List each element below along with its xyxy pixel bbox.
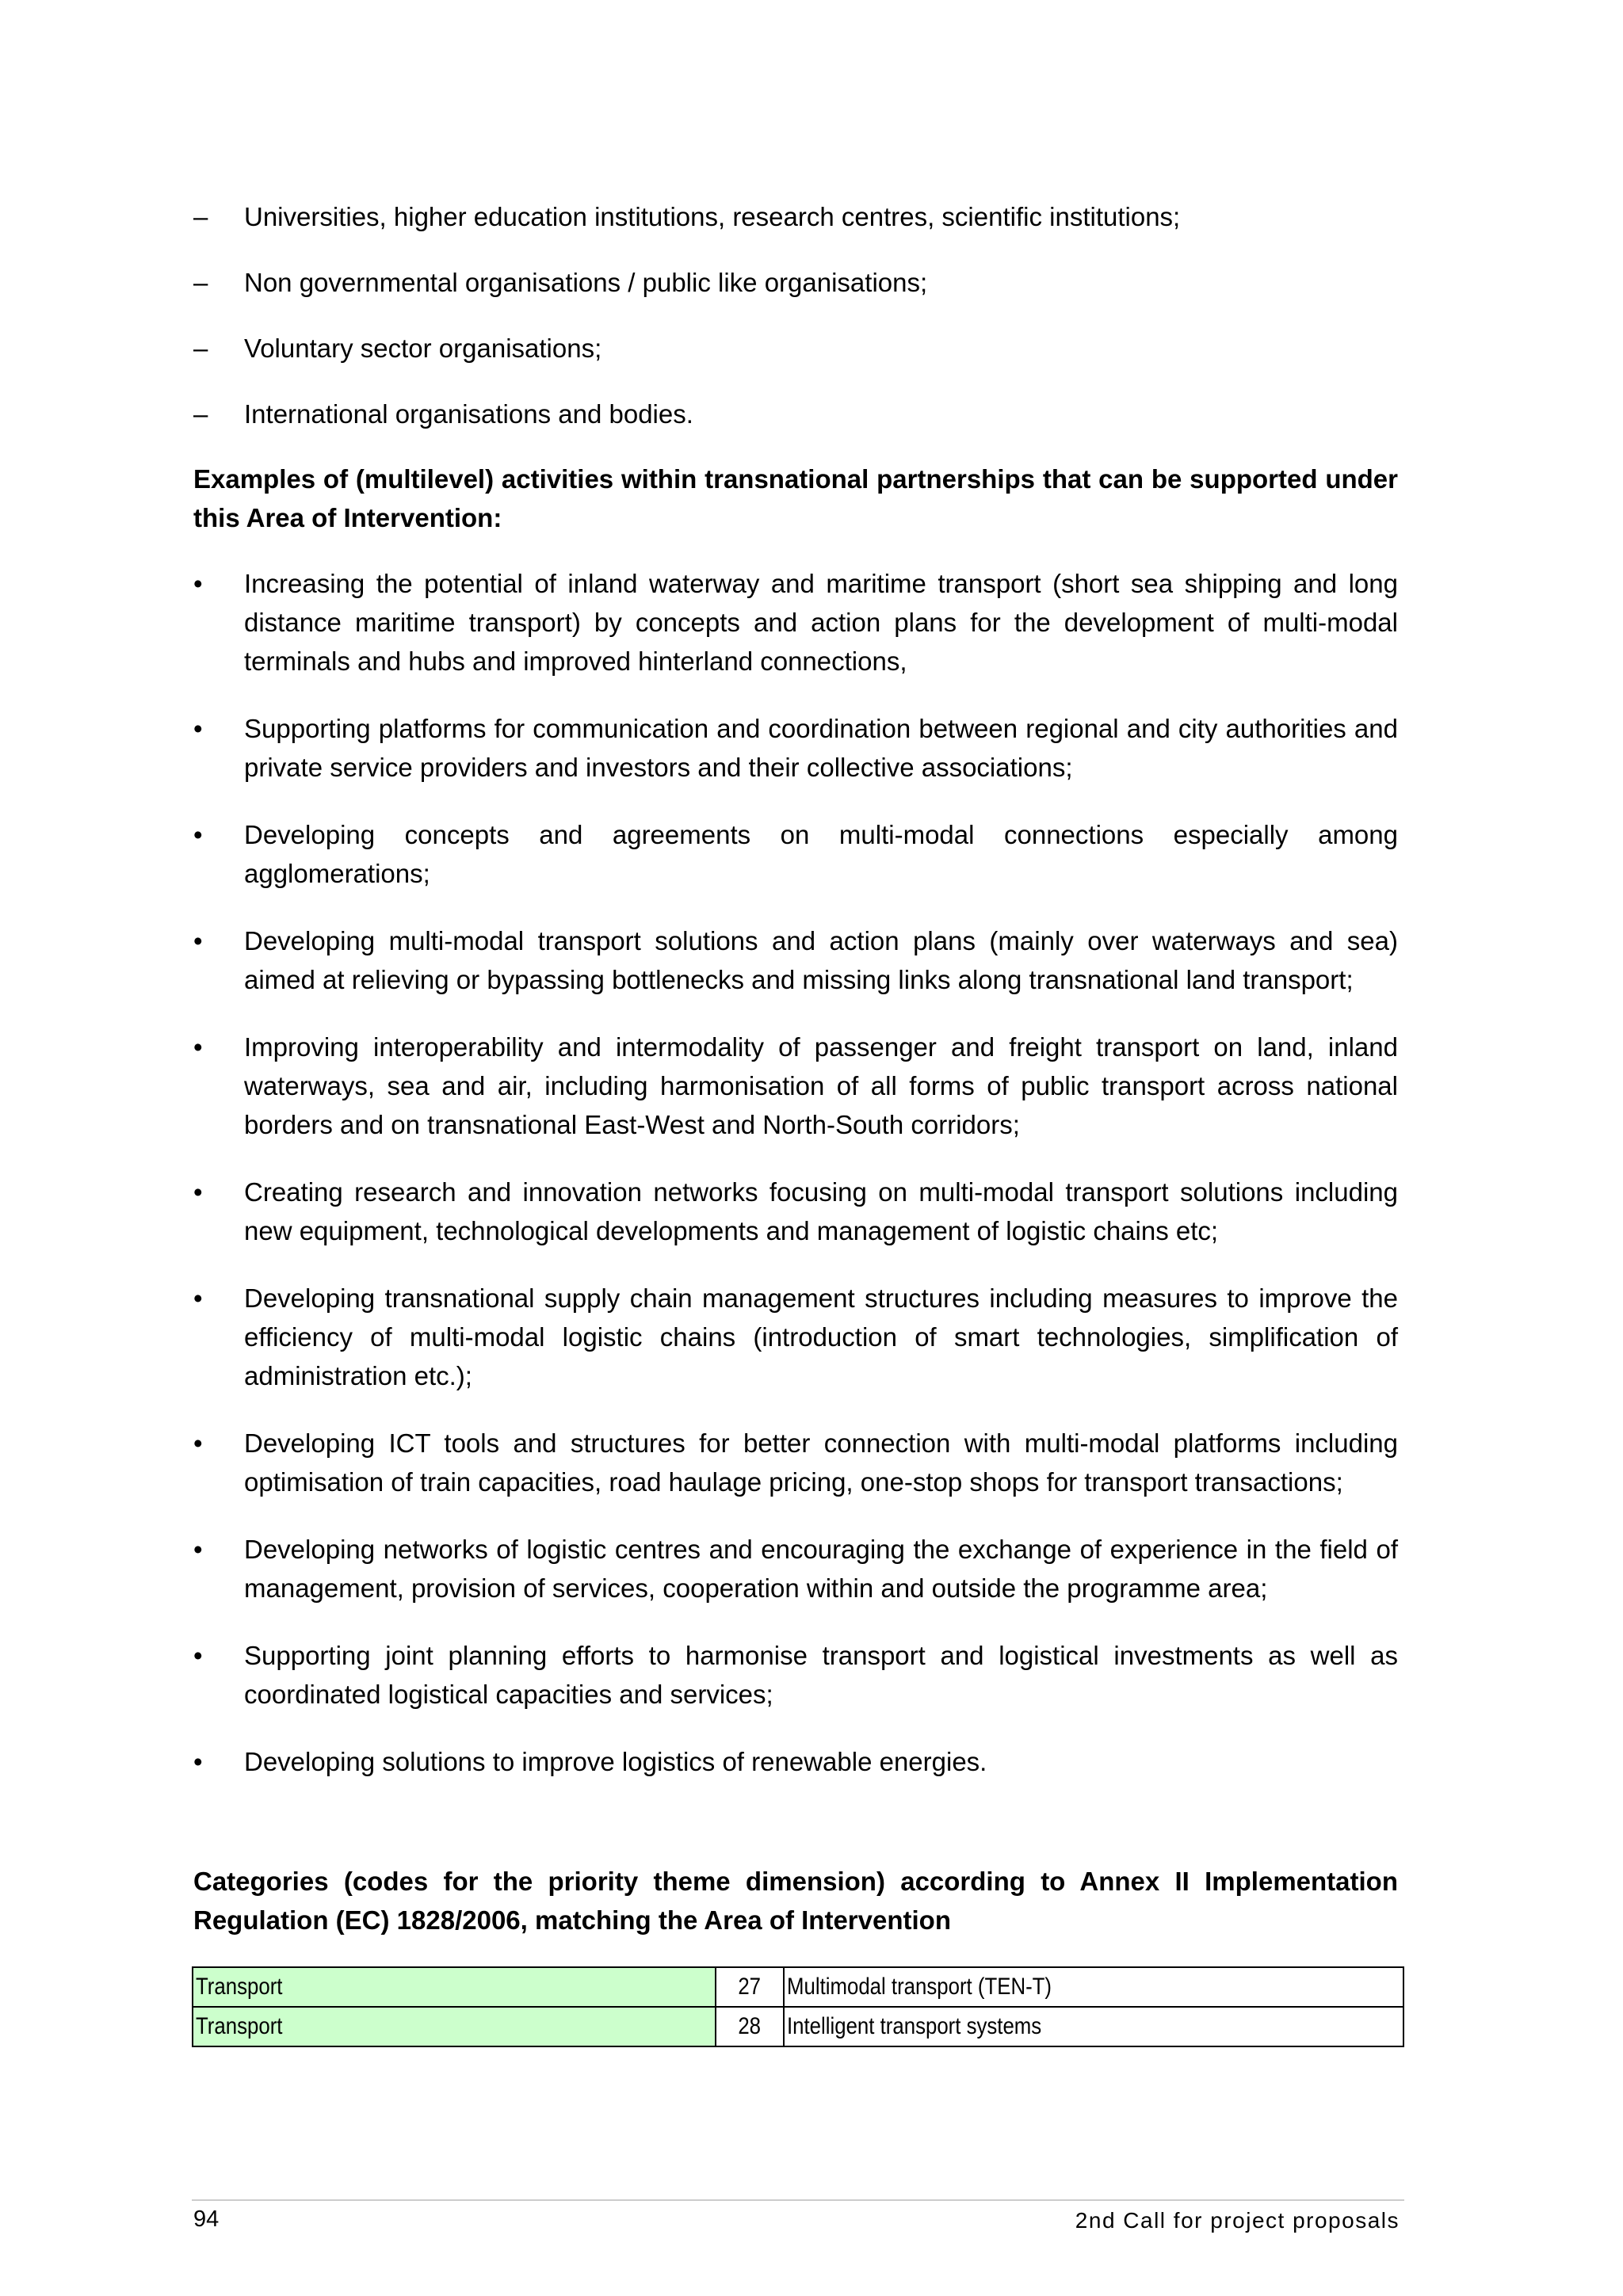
bullet-marker: • — [193, 569, 203, 598]
list-item-text: Developing ICT tools and structures for better connection with multi-modal platforms including optimisation of train capacities, road haulage pricing, one-stop shops for transport transactions; — [244, 1428, 1398, 1497]
list-item — [193, 395, 1398, 433]
list-item-text: Voluntary sector organisations; — [244, 334, 602, 363]
list-item — [193, 1173, 1398, 1250]
bullet-marker: • — [193, 1428, 203, 1458]
list-item — [193, 921, 1398, 999]
description-cell: Intelligent transport systems — [784, 2007, 1403, 2046]
list-item — [193, 264, 1398, 302]
bullet-marker: • — [193, 1747, 203, 1776]
list-item-text: Universities, higher education institutions, research centres, scientific institutions; — [244, 202, 1181, 231]
list-item — [193, 1636, 1398, 1714]
list-item-text: Developing solutions to improve logistics of renewable energies. — [244, 1747, 987, 1776]
bullet-marker: • — [193, 926, 203, 955]
bullet-marker: • — [193, 820, 203, 849]
list-item-text: Supporting platforms for communication and coordination between regional and city authorities and private service providers and investors and their collective associations; — [244, 714, 1398, 782]
list-item — [193, 1424, 1398, 1501]
list-item-text: Developing multi-modal transport solutions and action plans (mainly over waterways and sea) aimed at relieving or bypassing bottlenecks and missing links along transnational land transport; — [244, 926, 1398, 994]
table-row — [193, 1967, 1403, 2007]
eligible-partners-list — [193, 198, 1398, 461]
list-item — [193, 1742, 1398, 1781]
dash-marker: – — [193, 399, 208, 429]
list-item — [193, 1028, 1398, 1144]
list-item-text: Developing transnational supply chain management structures including measures to improve the efficiency of multi-modal logistic chains (introduction of smart technologies, simplification of administration etc.); — [244, 1283, 1398, 1390]
list-item — [193, 709, 1398, 787]
list-item-text: Non governmental organisations / public like organisations; — [244, 268, 928, 297]
code-cell: 28 — [716, 2007, 784, 2046]
description-cell: Multimodal transport (TEN-T) — [784, 1967, 1403, 2007]
list-item — [193, 815, 1398, 893]
categories-heading: Categories (codes for the priority theme dimension) according to Annex II Implementation Regulation (EC) 1828/2006, matching the Area of Intervention — [193, 1867, 1398, 1935]
code-cell: 27 — [716, 1967, 784, 2007]
list-item — [193, 564, 1398, 681]
list-item-text: Creating research and innovation networks focusing on multi-modal transport solutions including new equipment, technological developments and management of logistic chains etc; — [244, 1177, 1398, 1245]
list-item-text: Supporting joint planning efforts to harmonise transport and logistical investments as well as coordinated logistical capacities and services; — [244, 1641, 1398, 1709]
bullet-marker: • — [193, 1535, 203, 1564]
list-item — [193, 1279, 1398, 1395]
table-row — [193, 2007, 1403, 2046]
footer-document-title: 2nd Call for project proposals — [1075, 2208, 1400, 2233]
category-cell: Transport — [193, 2007, 716, 2046]
list-item-text: Developing concepts and agreements on multi-modal connections especially among agglomerations; — [244, 820, 1398, 888]
list-item-text: International organisations and bodies. — [244, 399, 693, 429]
page-number: 94 — [193, 2206, 220, 2232]
dash-marker: – — [193, 202, 208, 231]
list-item-text: Developing networks of logistic centres and encouraging the exchange of experience in the field of management, provision of services, cooperation within and outside the programme area; — [244, 1535, 1398, 1603]
bullet-marker: • — [193, 714, 203, 743]
list-item-text: Improving interoperability and intermodality of passenger and freight transport on land, inland waterways, sea and air, including harmonisation of all forms of public transport across national borders and on transnational East-West and North-South corridors; — [244, 1032, 1398, 1139]
activities-list — [193, 564, 1398, 1810]
priority-theme-codes-table — [192, 1966, 1404, 2047]
bullet-marker: • — [193, 1641, 203, 1670]
list-item — [193, 330, 1398, 368]
bullet-marker: • — [193, 1177, 203, 1207]
list-item-text: Increasing the potential of inland waterway and maritime transport (short sea shipping and long distance maritime transport) by concepts and action plans for the development of multi-modal terminals and hubs and improved hinterland connections, — [244, 569, 1398, 676]
list-item — [193, 1530, 1398, 1608]
category-cell: Transport — [193, 1967, 716, 2007]
footer-divider — [192, 2199, 1404, 2201]
bullet-marker: • — [193, 1032, 203, 1062]
dash-marker: – — [193, 334, 208, 363]
list-item — [193, 198, 1398, 236]
examples-heading: Examples of (multilevel) activities within transnational partnerships that can be supported under this Area of Intervention: — [193, 464, 1398, 532]
bullet-marker: • — [193, 1283, 203, 1313]
dash-marker: – — [193, 268, 208, 297]
